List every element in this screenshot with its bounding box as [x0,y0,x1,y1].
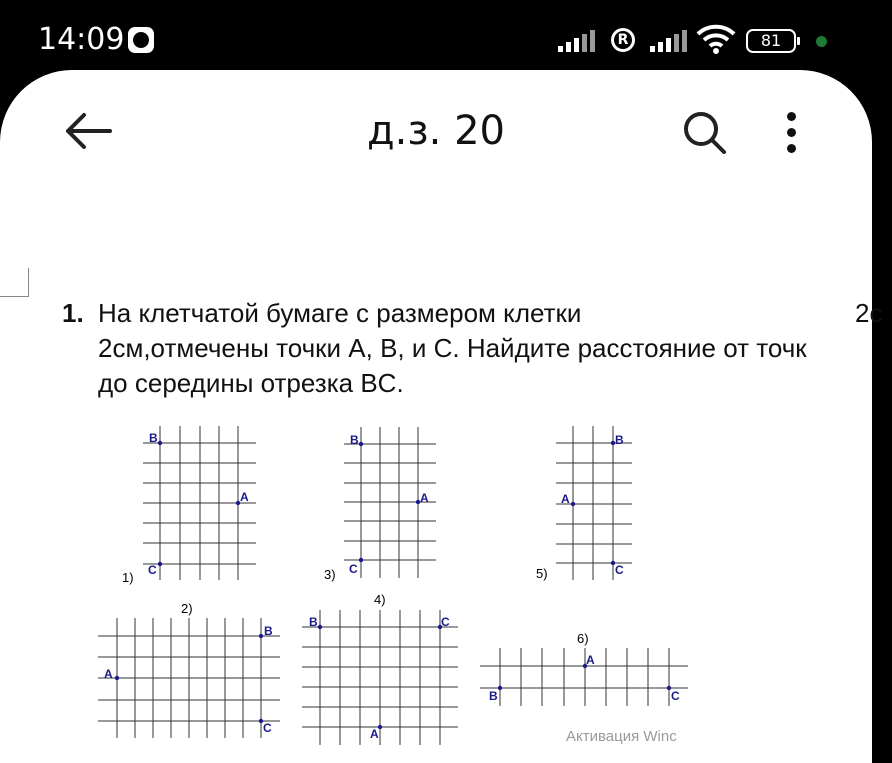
figure-3-number: 3) [324,567,336,582]
figure-4-label-c: C [441,615,450,629]
figure-4-label-a: A [370,727,379,741]
figure-3 [324,427,436,582]
figure-1 [122,426,256,585]
signal-icon [558,30,598,52]
figure-1-point-c [158,562,162,566]
battery-icon: 81 [746,29,796,53]
figure-4-number: 4) [374,592,386,607]
notification-dot [816,36,827,47]
alarm-icon [128,27,154,53]
figure-2-label-c: C [263,721,272,735]
figure-5 [536,426,632,581]
figure-6-label-b: B [489,689,498,703]
figure-5-label-c: C [615,563,624,577]
figure-2-point-b [259,634,263,638]
figure-5-label-a: A [561,492,570,506]
figure-3-label-c: C [349,562,358,576]
figure-2-label-a: A [104,667,113,681]
figure-5-point-a [571,502,575,506]
figure-2-point-a [115,676,119,680]
task-line-2: 2см,отмечены точки A, B, и C. Найдите расстояние от точк [98,333,807,363]
figure-3-label-b: B [350,433,359,447]
figure-1-point-b [158,441,162,445]
figure-1-label-c: C [148,563,157,577]
grid-figures [0,70,872,763]
figure-2-label-b: B [264,624,273,638]
wifi-icon [696,24,736,54]
figure-6-number: 6) [577,631,589,646]
figure-2-number: 2) [181,601,193,616]
figure-6-label-a: A [586,653,595,667]
figure-6-point-b [498,686,502,690]
figure-5-number: 5) [536,566,548,581]
figure-3-label-a: A [420,491,429,505]
registered-icon: R [611,28,635,52]
page-title: д.з. 20 [367,108,505,154]
figure-1-number: 1) [122,570,134,585]
figure-4-grid [302,610,458,745]
figure-6-label-c: C [671,689,680,703]
task-number: 1. [62,298,84,328]
figure-6-grid [480,648,688,706]
figure-2 [98,601,280,738]
status-bar [0,0,872,80]
task-line-1: На клетчатой бумаге с размером клетки [98,298,582,328]
figure-2-grid [98,618,280,738]
task-line-1-tail: 2с [855,298,883,328]
status-time: 14:09 [38,22,125,57]
figure-3-point-c [359,558,363,562]
figure-5-label-b: B [615,433,624,447]
signal-icon [650,30,690,52]
task-line-3: до середины отрезка BC. [98,368,404,398]
figure-3-point-b [359,442,363,446]
activation-watermark: Активация Winc [566,728,677,745]
figure-1-label-a: A [240,490,249,504]
document-screen [0,70,883,763]
figure-4 [302,592,458,745]
figure-4-label-b: B [309,615,318,629]
figure-4-point-b [318,625,322,629]
figure-6 [480,631,688,706]
figure-1-label-b: B [149,431,158,445]
